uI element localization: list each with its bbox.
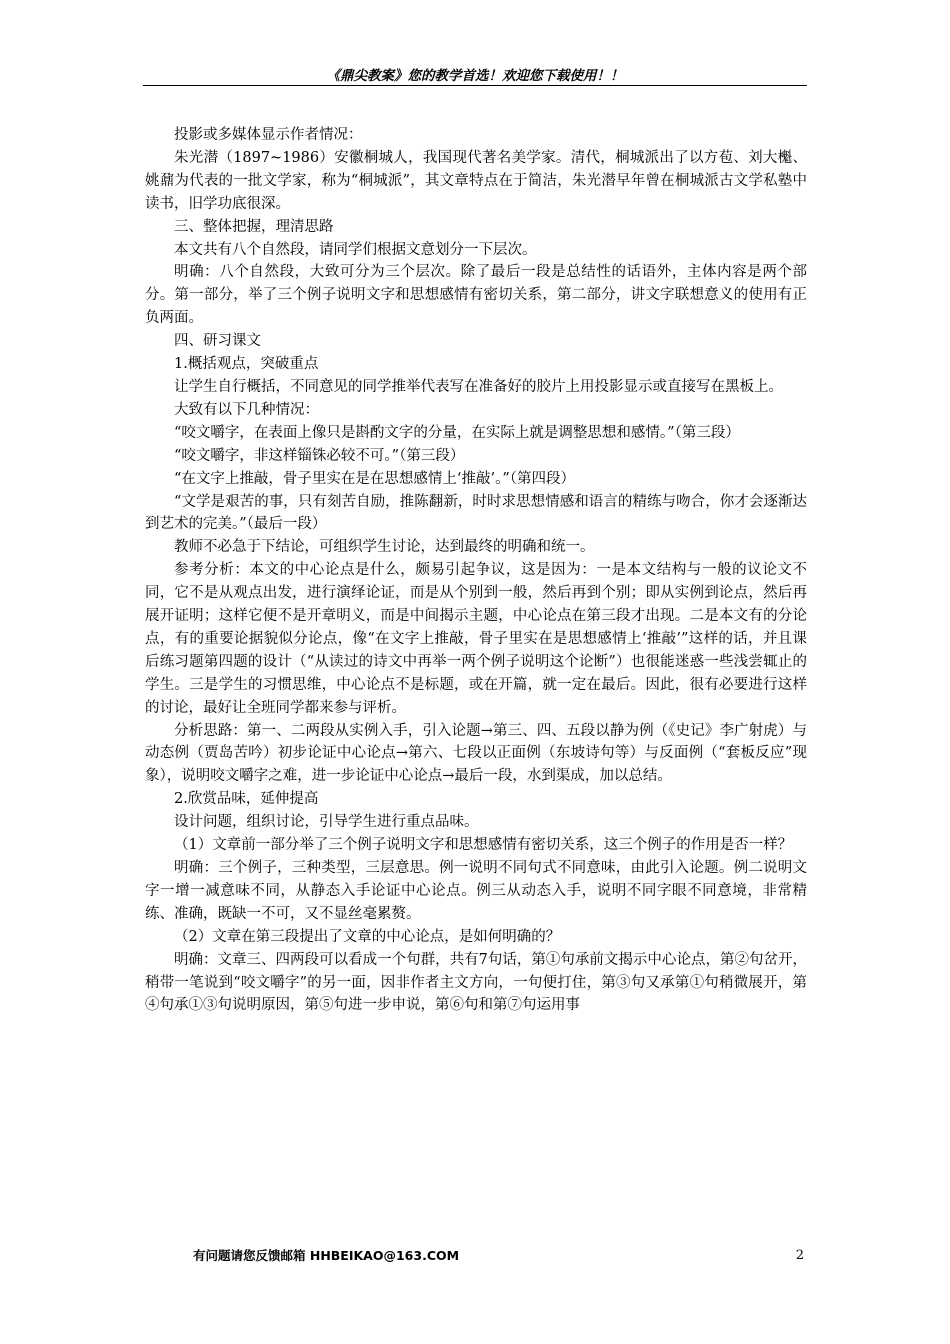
quote-paragraph: “在文字上推敲，骨子里实在是在思想感情上‘推敲’。”（第四段） (174, 470, 576, 487)
subsection-heading: 1.概括观点，突破重点 (174, 356, 319, 373)
paragraph: 参考分析：本文的中心论点是什么，颇易引起争议，这是因为：一是本文结构与一般的议论文不同，它不是从观点出发，进行演绎论证，而是从个别到一般，然后再到个别；即从实例到论点，然后再展开证明；这样它便不是开章明义，而是中间揭示主题，中心论点在第三段才出现。二是本文有的分论点，有的重要论据貌似分论点，像“在文字上推敲，骨子里实在是思想感情上‘推敲’”这样的话，并且课后练习题第四题的设计（“从读过的诗文中再举一两个例子说明这个论断”）也很能迷惑一些浅尝辄止的学生。三是学生的习惯思维，中心论点不是标题，或在开篇，就一定在最后。因此，很有必要进行这样的讨论，最好让全班同学都来参与评析。 (145, 562, 807, 716)
paragraph: 投影或多媒体显示作者情况： (174, 127, 363, 143)
paragraph: 本文共有八个自然段，请同学们根据文意划分一下层次。 (174, 241, 537, 258)
paragraph: 让学生自行概括，不同意见的同学推举代表写在准备好的胶片上用投影显示或直接写在黑板上。 (174, 378, 783, 395)
paragraph: 明确：三个例子，三种类型，三层意思。例一说明不同句式不同意味，由此引入论题。例二说明文字一增一减意味不同，从静态入手论证中心论点。例三从动态入手，说明不同字眼不同意境，非常精练、准确，既缺一不可，又不显丝毫累赘。 (145, 860, 807, 922)
question-paragraph: （1）文章前一部分举了三个例子说明文字和思想感情有密切关系，这三个例子的作用是否一样？ (174, 837, 793, 854)
quote-paragraph: “咬文嚼字，非这样锱铢必较不可。”（第三段） (174, 447, 465, 464)
paragraph: 教师不必急于下结论，可组织学生讨论，达到最终的明确和统一。 (174, 539, 595, 556)
footer-contact: 有问题请您反馈邮箱 HHBEIKAO@163.COM (193, 1248, 460, 1263)
paragraph: 分析思路：第一、二两段从实例入手，引入论题→第三、四、五段以静为例（《史记》李广射虎）与动态例（贾岛苦吟）初步论证中心论点→第六、七段以正面例（东坡诗句等）与反面例（“套板反应”现象），说明咬文嚼字之难，进一步论证中心论点→最后一段，水到渠成，加以总结。 (145, 722, 807, 785)
section-heading: 四、研习课文 (174, 333, 261, 350)
quote-paragraph: “咬文嚼字，在表面上像只是斟酌文字的分量，在实际上就是调整思想和感情。”（第三段） (174, 424, 740, 441)
quote-paragraph: “文学是艰苦的事，只有刻苦自励，推陈翻新，时时求思想情感和语言的精练与吻合，你才会逐渐达到艺术的完美。”（最后一段） (145, 493, 807, 533)
paragraph: 明确：文章三、四两段可以看成一个句群，共有7句话，第①句承前文揭示中心论点，第②句岔开，稍带一笔说到“咬文嚼字”的另一面，因非作者主文方向，一句便打住，第③句又承第①句稍微展开，第④句承①③句说明原因，第⑤句进一步申说，第⑥句和第⑦句运用事 (145, 951, 807, 1014)
header-divider (143, 85, 807, 86)
paragraph: 朱光潜（1897~1986）安徽桐城人，我国现代著名美学家。清代，桐城派出了以方苞、刘大櫆、姚鼐为代表的一批文学家，称为“桐城派”，其文章特点在于简洁，朱光潜早年曾在桐城派古文学私塾中读书，旧学功底很深。 (145, 149, 807, 212)
page-header: 《鼎尖教案》您的教学首选！欢迎您下载使用！！ (326, 68, 624, 84)
paragraph: 设计问题，组织讨论，引导学生进行重点品味。 (174, 814, 479, 831)
question-paragraph: （2）文章在第三段提出了文章的中心论点，是如何明确的？ (174, 928, 561, 945)
subsection-heading: 2.欣赏品味，延伸提高 (174, 791, 319, 808)
paragraph: 明确：八个自然段，大致可分为三个层次。除了最后一段是总结性的话语外，主体内容是两个部分。第一部分，举了三个例子说明文字和思想感情有密切关系，第二部分，讲文字联想意义的使用有正负两面。 (145, 264, 807, 327)
section-heading: 三、整体把握，理清思路 (174, 218, 334, 235)
document-body (145, 124, 807, 1017)
paragraph: 大致有以下几种情况： (174, 401, 319, 418)
page-number: 2 (795, 1248, 804, 1263)
